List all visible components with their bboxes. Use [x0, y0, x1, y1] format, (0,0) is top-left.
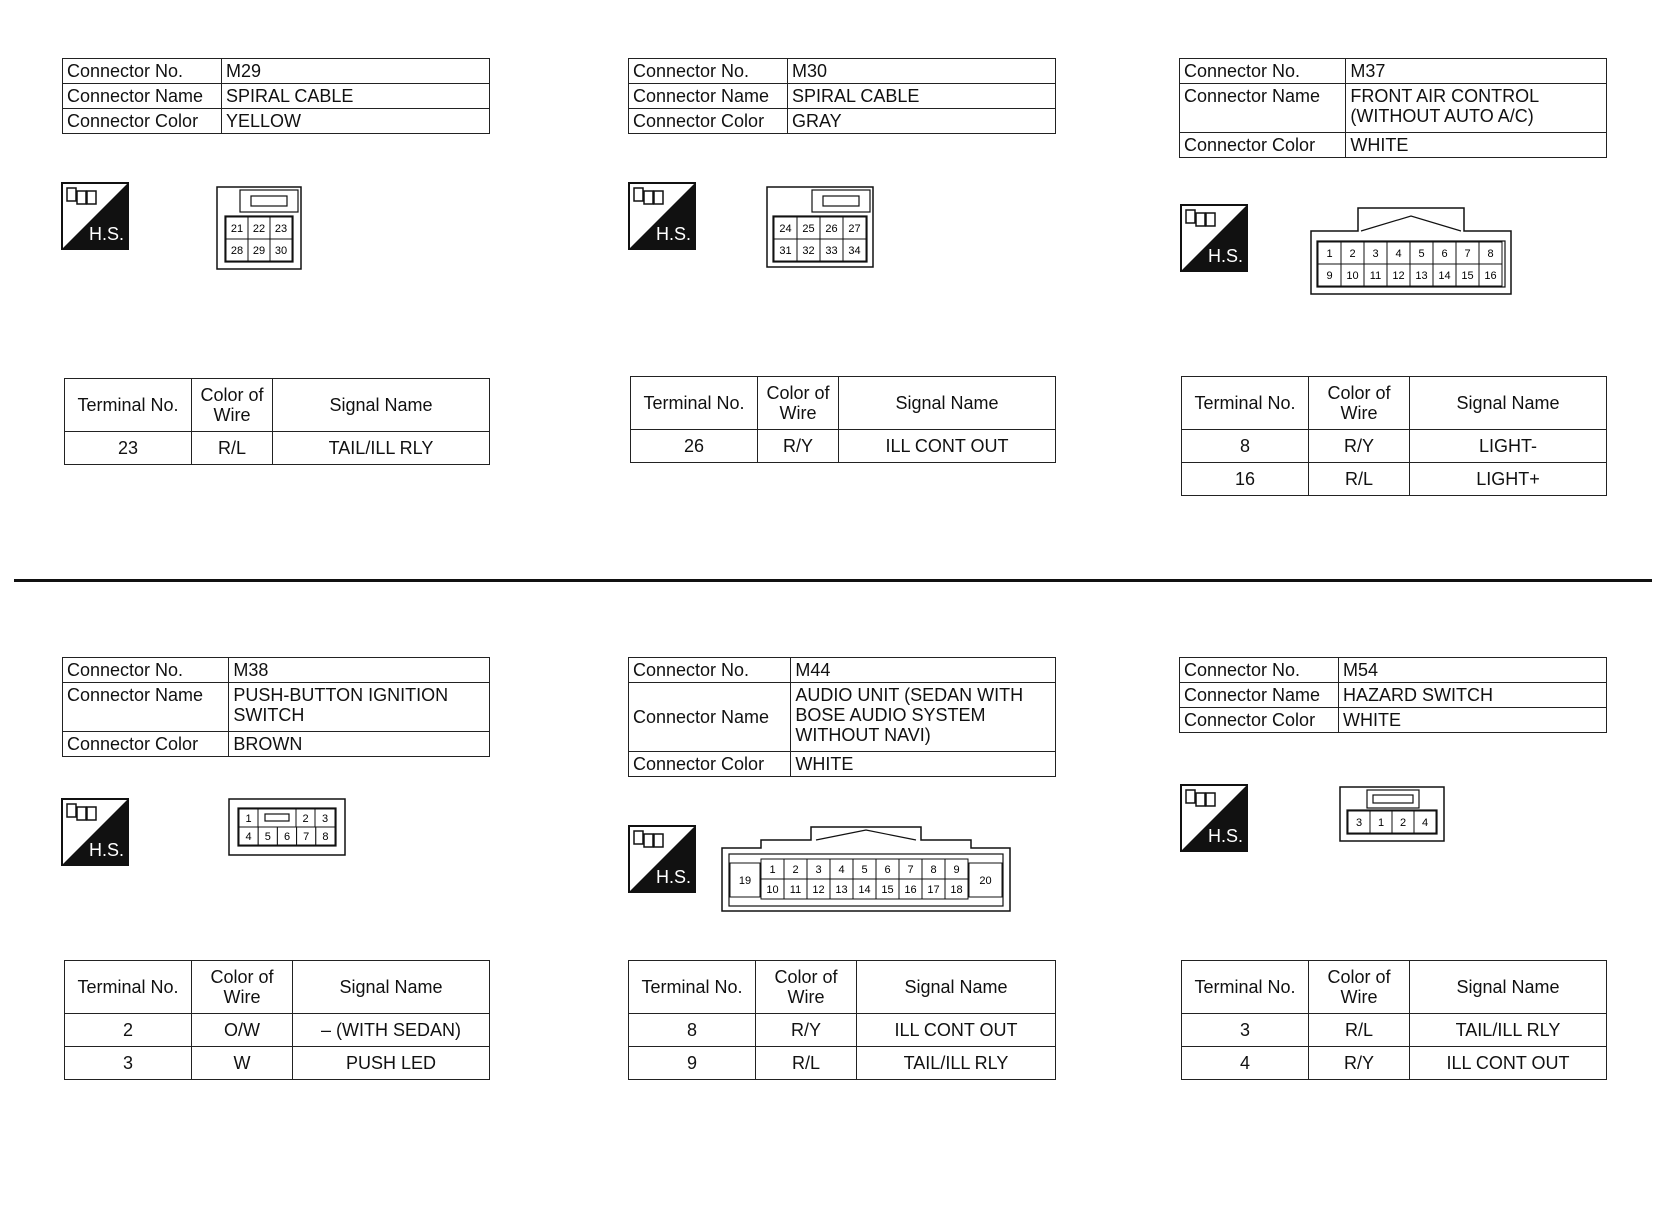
connector-no-label: Connector No. — [63, 59, 222, 84]
table-row — [65, 1047, 490, 1080]
connector-name-label: Connector Name — [63, 683, 229, 732]
connector-color-value: WHITE — [1339, 708, 1607, 733]
pin-number: 13 — [1415, 270, 1428, 282]
pin-number: 9 — [1326, 270, 1333, 282]
pin-number: 2 — [1399, 817, 1407, 829]
wire-color-header: Color of Wire — [756, 961, 857, 1014]
harness-side-icon — [628, 825, 696, 893]
section-divider — [14, 579, 1652, 582]
wire-color: R/Y — [1309, 1047, 1410, 1080]
signal-name: TAIL/ILL RLY — [857, 1047, 1056, 1080]
terminal-table — [1181, 960, 1607, 1080]
terminal-no: 2 — [65, 1014, 192, 1047]
pin-number: 14 — [1438, 270, 1451, 282]
terminal-no: 3 — [1182, 1014, 1309, 1047]
pin-number: 2 — [792, 864, 799, 876]
harness-side-icon — [61, 798, 129, 866]
signal-name: ILL CONT OUT — [839, 430, 1056, 463]
pin-number: 7 — [1464, 248, 1471, 260]
pin-number: 5 — [861, 864, 868, 876]
table-row — [1182, 1047, 1607, 1080]
pin-number: 10 — [1346, 270, 1359, 282]
connector-color-label: Connector Color — [63, 732, 229, 757]
terminal-no-header: Terminal No. — [65, 379, 192, 432]
pin-number: 15 — [1461, 270, 1474, 282]
terminal-no: 9 — [629, 1047, 756, 1080]
terminal-table — [630, 376, 1056, 463]
pin-number: 9 — [953, 864, 960, 876]
connector-color-value: WHITE — [1346, 133, 1607, 158]
terminal-no-header: Terminal No. — [631, 377, 758, 430]
wire-color: R/L — [192, 432, 273, 465]
table-row — [629, 1014, 1056, 1047]
connector-info-table — [628, 58, 1056, 134]
wire-color: R/Y — [756, 1014, 857, 1047]
wire-color: R/L — [1309, 463, 1410, 496]
pin-number: 30 — [274, 245, 288, 257]
signal-name: ILL CONT OUT — [857, 1014, 1056, 1047]
pin-number: 32 — [802, 245, 815, 257]
connector-name-value: SPIRAL CABLE — [788, 84, 1056, 109]
terminal-table — [64, 378, 490, 465]
pin-number: 6 — [1441, 248, 1448, 260]
table-row — [1182, 1014, 1607, 1047]
connector-no-label: Connector No. — [1180, 658, 1339, 683]
pin-number: 16 — [1484, 270, 1497, 282]
connector-color-value: YELLOW — [222, 109, 490, 134]
pin-number: 17 — [927, 884, 940, 896]
pin-number: 34 — [848, 245, 861, 257]
terminal-no-header: Terminal No. — [629, 961, 756, 1014]
pin-number: 18 — [950, 884, 963, 896]
pin-number: 11 — [789, 884, 802, 896]
terminal-no: 8 — [1182, 430, 1309, 463]
pin-number: 7 — [907, 864, 914, 876]
connector-name-label: Connector Name — [629, 683, 791, 752]
pin-number: 15 — [881, 884, 894, 896]
wire-color: O/W — [192, 1014, 293, 1047]
table-row — [1182, 463, 1607, 496]
pin-number: 4 — [245, 831, 252, 843]
connector-color-label: Connector Color — [63, 109, 222, 134]
pin-number: 1 — [1377, 817, 1385, 829]
pin-number: 3 — [815, 864, 822, 876]
pin-number: 2 — [1349, 248, 1356, 260]
pin-number: 4 — [838, 864, 845, 876]
hs-label: H.S. — [656, 224, 692, 244]
signal-name-header: Signal Name — [857, 961, 1056, 1014]
pin-number: 14 — [858, 884, 871, 896]
connector-info-table — [1179, 58, 1607, 158]
table-row — [65, 432, 490, 465]
pin-number: 8 — [322, 831, 329, 843]
terminal-table — [628, 960, 1056, 1080]
pin-number: 27 — [848, 223, 861, 235]
connector-info-table — [628, 657, 1056, 777]
connector-name-value: SPIRAL CABLE — [222, 84, 490, 109]
pin-number: 6 — [884, 864, 891, 876]
terminal-no: 8 — [629, 1014, 756, 1047]
connector-name-label: Connector Name — [63, 84, 222, 109]
pin-number: 4 — [1395, 248, 1402, 260]
hs-label: H.S. — [1208, 246, 1244, 266]
hs-label: H.S. — [89, 224, 125, 244]
pin-number: 26 — [825, 223, 838, 235]
connector-no-label: Connector No. — [629, 658, 791, 683]
signal-name: ILL CONT OUT — [1410, 1047, 1607, 1080]
harness-side-icon — [628, 182, 696, 250]
pin-number: 22 — [252, 223, 266, 235]
signal-name: TAIL/ILL RLY — [273, 432, 490, 465]
wire-color-header: Color of Wire — [192, 379, 273, 432]
signal-name: LIGHT- — [1410, 430, 1607, 463]
pin-number: 7 — [303, 831, 310, 843]
connector-info-table — [62, 657, 490, 757]
signal-name: LIGHT+ — [1410, 463, 1607, 496]
connector-name-value: FRONT AIR CONTROL (WITHOUT AUTO A/C) — [1346, 84, 1607, 133]
connector-face-diagram — [1339, 786, 1445, 842]
connector-name-label: Connector Name — [1180, 84, 1346, 133]
signal-name: – (WITH SEDAN) — [293, 1014, 490, 1047]
connector-face-diagram — [1310, 207, 1512, 295]
terminal-table — [64, 960, 490, 1080]
pin-number: 31 — [779, 245, 792, 257]
pin-number: 1 — [245, 813, 252, 825]
signal-name-header: Signal Name — [273, 379, 490, 432]
pin-number: 1 — [769, 864, 776, 876]
wire-color: R/L — [756, 1047, 857, 1080]
wire-color-header: Color of Wire — [192, 961, 293, 1014]
pin-number: 13 — [835, 884, 848, 896]
connector-name-value: HAZARD SWITCH — [1339, 683, 1607, 708]
signal-name-header: Signal Name — [1410, 961, 1607, 1014]
terminal-no: 23 — [65, 432, 192, 465]
harness-side-icon — [1180, 784, 1248, 852]
pin-number: 8 — [930, 864, 937, 876]
terminal-no-header: Terminal No. — [1182, 961, 1309, 1014]
pin-number: 10 — [766, 884, 779, 896]
pin-number: 25 — [802, 223, 815, 235]
connector-face-diagram — [228, 798, 346, 856]
terminal-no: 16 — [1182, 463, 1309, 496]
connector-info-table — [1179, 657, 1607, 733]
signal-name: PUSH LED — [293, 1047, 490, 1080]
pin-number: 23 — [274, 223, 288, 235]
connector-no-value: M29 — [222, 59, 490, 84]
pin-number: 4 — [1421, 817, 1429, 829]
pin-number: 3 — [1372, 248, 1379, 260]
connector-no-value: M44 — [791, 658, 1056, 683]
hs-label: H.S. — [656, 867, 692, 887]
pin-number: 5 — [264, 831, 271, 843]
pin-number: 6 — [283, 831, 291, 843]
connector-no-label: Connector No. — [63, 658, 229, 683]
connector-color-value: WHITE — [791, 752, 1056, 777]
connector-no-value: M38 — [229, 658, 490, 683]
terminal-no-header: Terminal No. — [1182, 377, 1309, 430]
pin-number: 2 — [302, 813, 309, 825]
connector-color-label: Connector Color — [629, 752, 791, 777]
connector-color-value: GRAY — [788, 109, 1056, 134]
pin-number: 21 — [230, 223, 244, 235]
pin-number: 1 — [1326, 248, 1333, 260]
connector-face-diagram — [216, 186, 302, 270]
table-row — [631, 430, 1056, 463]
table-row — [629, 1047, 1056, 1080]
wire-color-header: Color of Wire — [1309, 961, 1410, 1014]
wire-color: R/Y — [758, 430, 839, 463]
pin-number: 12 — [812, 884, 825, 896]
wire-color: W — [192, 1047, 293, 1080]
hs-label: H.S. — [89, 840, 125, 860]
connector-no-value: M37 — [1346, 59, 1607, 84]
table-row — [65, 1014, 490, 1047]
signal-name-header: Signal Name — [293, 961, 490, 1014]
connector-no-label: Connector No. — [629, 59, 788, 84]
connector-color-label: Connector Color — [1180, 708, 1339, 733]
hs-label: H.S. — [1208, 826, 1244, 846]
connector-info-table — [62, 58, 490, 134]
pin-number: 20 — [979, 875, 992, 887]
connector-no-value: M30 — [788, 59, 1056, 84]
pin-number: 5 — [1418, 248, 1425, 260]
pin-number: 12 — [1392, 270, 1405, 282]
connector-face-diagram — [766, 186, 874, 268]
connector-color-label: Connector Color — [629, 109, 788, 134]
pin-number: 33 — [825, 245, 838, 257]
table-row — [1182, 430, 1607, 463]
connector-face-diagram — [721, 826, 1011, 912]
pin-number: 29 — [252, 245, 266, 257]
harness-side-icon — [61, 182, 129, 250]
terminal-table — [1181, 376, 1607, 496]
wire-color-header: Color of Wire — [758, 377, 839, 430]
signal-name: TAIL/ILL RLY — [1410, 1014, 1607, 1047]
signal-name-header: Signal Name — [1410, 377, 1607, 430]
pin-number: 8 — [1487, 248, 1494, 260]
wire-color: R/L — [1309, 1014, 1410, 1047]
harness-side-icon — [1180, 204, 1248, 272]
connector-name-label: Connector Name — [629, 84, 788, 109]
pin-number: 19 — [738, 875, 752, 887]
connector-name-value: AUDIO UNIT (SEDAN WITH BOSE AUDIO SYSTEM WITHOUT NAVI) — [791, 683, 1056, 752]
connector-no-label: Connector No. — [1180, 59, 1346, 84]
connector-no-value: M54 — [1339, 658, 1607, 683]
terminal-no: 3 — [65, 1047, 192, 1080]
connector-name-value: PUSH-BUTTON IGNITION SWITCH — [229, 683, 490, 732]
pin-number: 11 — [1369, 270, 1382, 282]
pin-number: 3 — [1355, 817, 1363, 829]
connector-name-label: Connector Name — [1180, 683, 1339, 708]
signal-name-header: Signal Name — [839, 377, 1056, 430]
pin-number: 24 — [779, 223, 792, 235]
terminal-no: 4 — [1182, 1047, 1309, 1080]
pin-number: 3 — [321, 813, 329, 825]
pin-number: 28 — [230, 245, 244, 257]
wire-color-header: Color of Wire — [1309, 377, 1410, 430]
terminal-no-header: Terminal No. — [65, 961, 192, 1014]
pin-number: 16 — [904, 884, 917, 896]
wire-color: R/Y — [1309, 430, 1410, 463]
terminal-no: 26 — [631, 430, 758, 463]
connector-color-label: Connector Color — [1180, 133, 1346, 158]
connector-color-value: BROWN — [229, 732, 490, 757]
